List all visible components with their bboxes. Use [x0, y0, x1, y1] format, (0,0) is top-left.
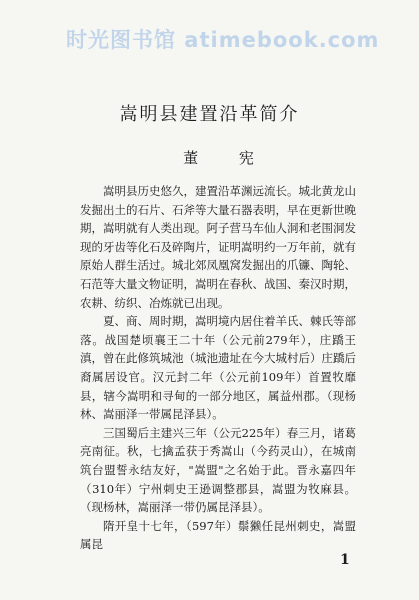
paragraph: 三国蜀后主建兴三年（公元225年）春三月，诸葛亮南征。秋，七擒孟获于秀嵩山（今药灵山），在城南筑台盟誓永结友好，"嵩盟"之名始于此。晋永嘉四年（310年）宁州刺史王逊调整郡县，嵩盟为牧麻县。（现杨林，嵩丽泽一带仍属昆泽县）。 — [80, 425, 356, 515]
author-name: 董 宪 — [183, 149, 272, 167]
document-title: 嵩明县建置沿革简介 — [119, 104, 300, 125]
page-number: 1 — [340, 552, 350, 568]
paragraph: 夏、商、周时期，嵩明境内居住着羊氏、棘氏等部落。战国楚顷襄王二十年（公元前279年），庄蹻王滇，曾在此修筑城池（城池遗址在今大城村后）庄蹻后裔属居设官。汉元封二年（公元前109年）首置牧靡县，辖今嵩明和寻甸的一部分地区，属益州郡。（现杨林、嵩丽泽一带属昆泽县）。 — [80, 314, 356, 422]
body-text — [80, 182, 356, 554]
watermark-text: 时光图书馆 atimebook.com — [66, 28, 380, 52]
paragraph: 嵩明县历史悠久，建置沿革渊远流长。城北黄龙山发掘出土的石片、石斧等大量石器表明，早在更新世晚期，嵩明就有人类出现。阿子营马车仙人洞和老围洞发现的牙齿等化石及碎陶片，证明嵩明约一万年前，就有原始人群生活过。城北郊凤凰窝发掘出的爪镰、陶轮、石范等大量文物证明，嵩明在春秋、战国、秦汉时期，农耕、纺织、冶炼就已出现。 — [80, 184, 356, 310]
paragraph: 隋开皇十七年，（597年）鬃獭任昆州刺史，嵩盟属昆 — [80, 518, 356, 552]
